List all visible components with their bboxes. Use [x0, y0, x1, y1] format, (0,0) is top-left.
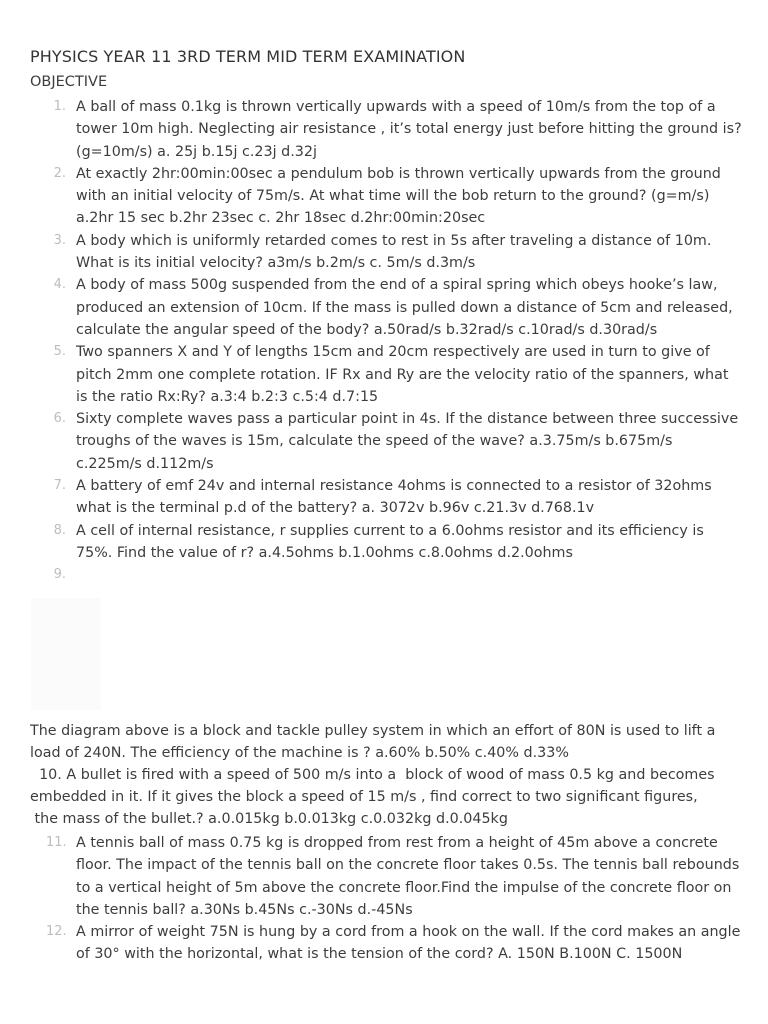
question-number: 3. [53, 232, 66, 248]
question-number: 12. [46, 924, 67, 940]
question-number: 4. [53, 277, 66, 293]
question-list-1-9 [0, 96, 768, 586]
question-item-8 [0, 520, 768, 565]
question-list-11-12 [0, 832, 768, 966]
question-item-12 [0, 921, 768, 966]
question-text: Two spanners X and Y of lengths 15cm and 20cm respectively are used in turn to give of pitch 2mm one complete rotation. IF Rx and Ry are the velocity ratio of the spanners, what is the ratio Rx:Ry? a.3:4 b.2:3 c.5:4 d.7:15 [76, 344, 729, 405]
question-text: A body of mass 500g suspended from the end of a spiral spring which obeys hooke’s law, produced an extension of 10cm. If the mass is pulled down a distance of 5cm and released, calculate the angular speed of the body? a.50rad/s b.32rad/s c.10rad/s d.30rad/s [76, 277, 733, 338]
question-number: 5. [53, 344, 66, 360]
paragraph-line: embedded in it. If it gives the block a speed of 15 m/s , find correct to two significant figures, [30, 789, 698, 805]
question-item-6 [0, 408, 768, 475]
question-text: A cell of internal resistance, r supplies current to a 6.0ohms resistor and its efficiency is 75%. Find the value of r? a.4.5ohms b.1.0ohms c.8.0ohms d.2.0ohms [76, 522, 704, 561]
question-number: 9. [53, 567, 66, 583]
question-text: A battery of emf 24v and internal resistance 4ohms is connected to a resistor of 32ohms what is the terminal p.d of the battery? a. 3072v b.96v c.21.3v d.768.1v [76, 478, 712, 517]
question-number: 1. [53, 99, 66, 114]
question-number: 2. [53, 165, 66, 181]
question-item-3 [0, 230, 768, 275]
question-text: A body which is uniformly retarded comes to rest in 5s after traveling a distance of 10m. What is its initial velocity? a3m/s b.2m/s c. 5m/s d.3m/s [76, 232, 712, 272]
question-item-11 [0, 832, 768, 921]
question-number: 8. [53, 522, 66, 538]
question-item-7 [0, 475, 768, 520]
question-text: At exactly 2hr:00min:00sec a pendulum bob is thrown vertically upwards from the ground with an initial velocity of 75m/s. At what time will the bob return to the ground? (g=m/s) a.2hr 15 sec b.2hr 23sec c. 2hr 18sec d.2hr:00min:20sec [76, 165, 721, 227]
paragraph-line: load of 240N. The efficiency of the machine is ? a.60% b.50% c.40% d.33% [30, 745, 569, 761]
question-item-5 [0, 341, 768, 408]
paragraph-line: The diagram above is a block and tackle pulley system in which an effort of 80N is used to lift a [30, 723, 716, 739]
question-text: A mirror of weight 75N is hung by a cord from a hook on the wall. If the cord makes an angle of 30° with the horizontal, what is the tension of the cord? A. 150N B.100N C. 1500N [76, 924, 741, 963]
question-number: 7. [53, 478, 66, 494]
question-item-1 [0, 96, 768, 163]
question-item-4 [0, 274, 768, 341]
question-number: 6. [53, 411, 66, 427]
section-heading: OBJECTIVE [30, 74, 108, 90]
question-item-2 [0, 163, 768, 230]
question-10-paragraph [30, 764, 745, 830]
question-text: Sixty complete waves pass a particular point in 4s. If the distance between three successive troughs of the waves is 15m, calculate the speed of the wave? a.3.75m/s b.675m/s c.225m/s d.112m/s [76, 411, 739, 472]
question-number: 11. [46, 835, 67, 850]
pulley-question-paragraph [30, 720, 745, 764]
question-item-9 [0, 564, 768, 586]
question-text: A tennis ball of mass 0.75 kg is dropped from rest from a height of 45m above a concrete floor. The impact of the tennis ball on the concrete floor takes 0.5s. The tennis ball rebounds to a vertical height of 5m above the concrete floor.Find the impulse of the concrete floor on the tennis ball? a.30Ns b.45Ns c.-30Ns d.-45Ns [76, 835, 740, 918]
exam-title: PHYSICS YEAR 11 3RD TERM MID TERM EXAMINATION [30, 47, 466, 66]
paragraph-line: the mass of the bullet.? a.0.015kg b.0.013kg c.0.032kg d.0.045kg [30, 811, 508, 827]
question-text: A ball of mass 0.1kg is thrown vertically upwards with a speed of 10m/s from the top of a tower 10m high. Neglecting air resistance , it’s total energy just before hitting the ground is? (g=10m/s) a. 25j b.15j c.23j d.32j [76, 99, 742, 160]
paragraph-line: 10. A bullet is fired with a speed of 500 m/s into a block of wood of mass 0.5 kg and becomes [30, 767, 715, 783]
pulley-diagram-image [31, 598, 101, 710]
